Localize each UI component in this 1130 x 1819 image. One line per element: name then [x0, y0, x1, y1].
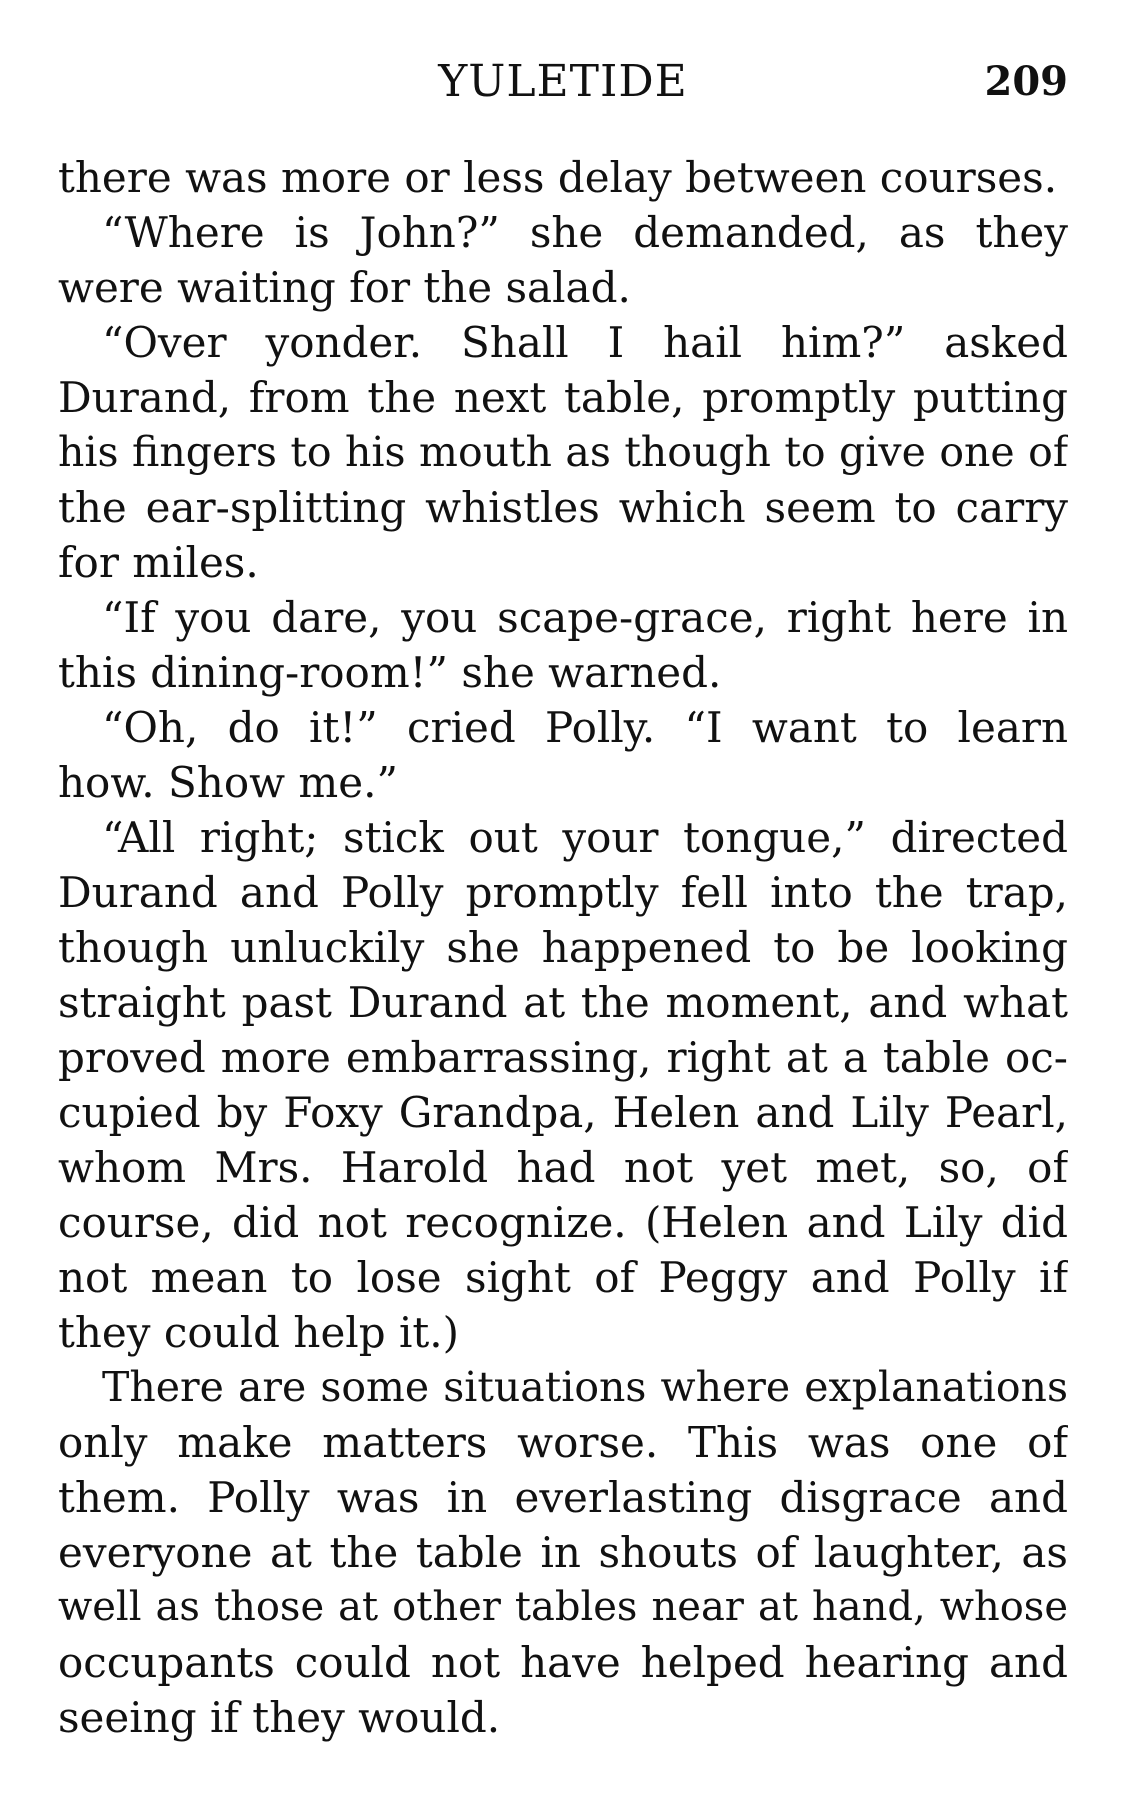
- text-line: this dining-room!” she warned.: [58, 648, 722, 697]
- text-line: how. Show me.”: [58, 758, 398, 807]
- text-line: There are some situations where explanations: [102, 1363, 1068, 1411]
- text-line: there was more or less delay between courses.: [58, 153, 1058, 202]
- text-line: “Where is John?” she demanded, as they: [102, 208, 1068, 257]
- text-line: they could help it.): [58, 1308, 460, 1357]
- text-line: “Oh, do it!” cried Polly. “I want to learn: [102, 703, 1068, 752]
- page-number: 209: [984, 58, 1068, 105]
- text-line: cupied by Foxy Grandpa, Helen and Lily Pearl,: [58, 1088, 1068, 1137]
- text-line: them. Polly was in everlasting disgrace and: [58, 1473, 1068, 1522]
- text-line: well as those at other tables near at hand, whose: [58, 1584, 1068, 1630]
- text-line: the ear-splitting whistles which seem to carry: [58, 483, 1068, 532]
- text-line: for miles.: [58, 538, 259, 587]
- text-line: “If you dare, you scape-grace, right here in: [102, 593, 1068, 642]
- text-line: seeing if they would.: [58, 1693, 501, 1742]
- text-line: not mean to lose sight of Peggy and Polly if: [58, 1253, 1068, 1302]
- text-line: proved more embarrassing, right at a table oc-: [58, 1033, 1068, 1082]
- running-title: YULETIDE: [438, 56, 688, 107]
- text-line: occupants could not have helped hearing and: [58, 1638, 1068, 1687]
- text-line: “All right; stick out your tongue,” directed: [102, 813, 1068, 862]
- text-line: “Over yonder. Shall I hail him?” asked: [102, 318, 1068, 367]
- running-header: [58, 52, 1068, 112]
- text-line: were waiting for the salad.: [58, 263, 631, 312]
- text-line: Durand, from the next table, promptly putting: [58, 373, 1068, 422]
- text-line: though unluckily she happened to be looking: [58, 923, 1068, 972]
- body-text: [58, 150, 1068, 1745]
- text-line: whom Mrs. Harold had not yet met, so, of: [58, 1143, 1068, 1192]
- text-line: course, did not recognize. (Helen and Lily did: [58, 1198, 1068, 1247]
- text-line: only make matters worse. This was one of: [58, 1418, 1068, 1467]
- text-line: his fingers to his mouth as though to give one of: [58, 428, 1068, 476]
- text-line: straight past Durand at the moment, and what: [58, 978, 1068, 1027]
- text-line: everyone at the table in shouts of laughter, as: [58, 1528, 1068, 1577]
- text-line: Durand and Polly promptly fell into the trap,: [58, 868, 1068, 917]
